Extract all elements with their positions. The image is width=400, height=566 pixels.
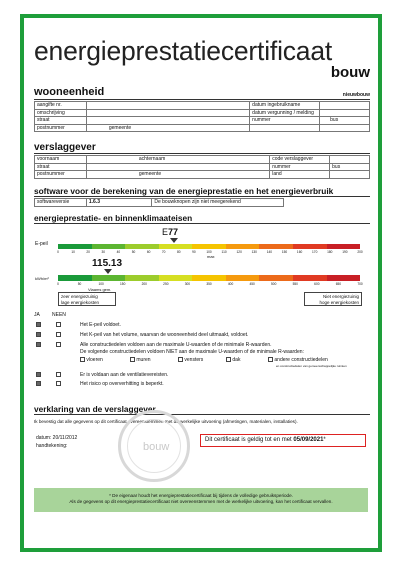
option-windows: vensters xyxy=(178,357,203,363)
ja-checkbox[interactable] xyxy=(36,381,41,386)
e-tick-label: 110 xyxy=(221,250,227,254)
ja-checkbox[interactable] xyxy=(36,332,41,337)
page-subtitle: bouw xyxy=(330,64,370,81)
e-tick-label: 120 xyxy=(236,250,242,254)
e-tick-label: 130 xyxy=(251,250,257,254)
neen-checkbox[interactable] xyxy=(56,332,61,337)
k-value: 115.13 xyxy=(92,258,123,269)
e-tick-label: 0 xyxy=(57,250,59,254)
neen-checkbox[interactable] xyxy=(56,381,61,386)
k-reference-label: Vlaams gem. xyxy=(88,287,112,292)
e-tick-label: 20 xyxy=(86,250,90,254)
option-floors: vloeren xyxy=(80,357,103,363)
k-tick-label: 500 xyxy=(271,282,277,286)
e-tick-label: 90 xyxy=(192,250,196,254)
software-heading: software voor de berekening van de energieprestatie en het energieverbruik xyxy=(34,186,334,196)
k-tick-label: 350 xyxy=(206,282,212,286)
e-tick-label: 160 xyxy=(296,250,303,254)
declaration-text: Ik bevestig dat alle gegevens op dit certificaat overeenstemmen met de werkelijke uitvoering (afmetingen, materialen, installaties). xyxy=(34,419,298,424)
table-row: postnummer gemeente land xyxy=(35,171,370,179)
option-other: andere constructiedelen xyxy=(268,357,328,363)
table-row: straat nummer bus xyxy=(35,117,370,125)
k-tick-label: 300 xyxy=(184,282,191,286)
table-row: softwareversie 1.6.3 De bouwknopen zijn niet meegerekend xyxy=(35,199,284,207)
k-scale xyxy=(58,275,360,281)
non-compliant-intro: De volgende constructiedelen voldoen NIET aan de maximale U-waarden of de minimale R-waarden: xyxy=(80,349,304,355)
k-tick-label: 650 xyxy=(335,282,342,286)
e-tick-label: 190 xyxy=(342,250,348,254)
k-tick-label: 100 xyxy=(98,282,104,286)
e-tick-label: 140 xyxy=(266,250,273,254)
walls-checkbox[interactable] xyxy=(130,357,135,362)
e-tick-label: 50 xyxy=(131,250,136,254)
k-tick-label: 0 xyxy=(57,282,59,286)
e-value-marker xyxy=(170,238,178,243)
performance-heading: energieprestatie- en binnenklimaateisen xyxy=(34,213,193,223)
declaration-date: datum: 20/11/2012 xyxy=(36,435,78,441)
e-scale xyxy=(58,244,360,249)
e-tick-label: 200 xyxy=(357,250,363,254)
k-tick-label: 250 xyxy=(163,282,169,286)
efficient-box: zeer energiezuinig lage energiekosten xyxy=(58,292,116,306)
dwelling-tag: nieuwbouw xyxy=(342,92,370,98)
e-tick-label: 80 xyxy=(177,250,181,254)
k-unit: kWh/m² xyxy=(35,276,49,281)
windows-checkbox[interactable] xyxy=(178,357,183,362)
table-row: straat nummer bus xyxy=(35,163,370,171)
k-tick-label: 450 xyxy=(249,282,255,286)
table-row: postnummer gemeente xyxy=(35,124,370,132)
ja-checkbox[interactable] xyxy=(36,372,41,377)
table-row: aangifte nr. datum ingebruikname xyxy=(35,102,370,110)
e-tick-label: 180 xyxy=(327,250,333,254)
e-tick-label: 100 xyxy=(206,250,212,254)
k-value-marker xyxy=(104,269,112,274)
ja-checkbox[interactable] xyxy=(36,322,41,327)
neen-checkbox[interactable] xyxy=(56,322,61,327)
ja-checkbox[interactable] xyxy=(36,342,41,347)
software-table xyxy=(34,198,284,207)
neen-checkbox[interactable] xyxy=(56,342,61,347)
e-max-label: max xyxy=(207,254,215,259)
option-walls: muren xyxy=(130,357,151,363)
k-tick-label: 550 xyxy=(292,282,298,286)
e-tick-label: 30 xyxy=(101,250,106,254)
e-value: E77 xyxy=(162,227,179,237)
e-tick-label: 10 xyxy=(71,250,75,254)
table-row: voornaam achternaam code verslaggever xyxy=(35,156,370,164)
reporter-table xyxy=(34,155,370,179)
page-title: energieprestatiecertificaat xyxy=(34,36,333,66)
e-tick-label: 170 xyxy=(312,250,318,254)
declaration-heading: verklaring van de verslaggever xyxy=(34,404,156,414)
e-label: E-peil xyxy=(35,241,48,247)
column-neen: NEEN xyxy=(52,312,66,318)
seal-logo: bouw xyxy=(118,410,190,482)
k-tick-label: 150 xyxy=(120,282,126,286)
e-tick-label: 150 xyxy=(281,250,288,254)
option-roof: dak xyxy=(226,357,240,363)
k-tick-label: 200 xyxy=(141,282,147,286)
e-tick-label: 70 xyxy=(161,250,166,254)
reporter-heading: verslaggever xyxy=(34,142,96,153)
validity-box: Dit certificaat is geldig tot en met 05/09/2021* xyxy=(200,434,366,447)
e-tick-label: 60 xyxy=(146,250,151,254)
k-tick-label: 50 xyxy=(77,282,82,286)
neen-checkbox[interactable] xyxy=(56,372,61,377)
inefficient-box: Niet energiezuinig hoge energiekosten xyxy=(304,292,362,306)
k-tick-label: 600 xyxy=(314,282,320,286)
roof-checkbox[interactable] xyxy=(226,357,231,362)
table-row: omschrijving datum vergunning / melding xyxy=(35,109,370,117)
other-checkbox[interactable] xyxy=(268,357,273,362)
dwelling-table xyxy=(34,101,370,132)
footer-note: * De eigenaar houdt het energieprestatiecertificaat bij tijdens de volledige gebruiksperiode. Als de gegevens op dit energieprestatiecertificaat niet overeenstemmen met de werkelijke uitvoering, kan het certificaat vervallen. xyxy=(34,488,368,512)
e-tick-label: 40 xyxy=(116,250,121,254)
floors-checkbox[interactable] xyxy=(80,357,85,362)
k-tick-label: 700 xyxy=(357,282,363,286)
column-ja: JA xyxy=(34,312,40,318)
k-tick-label: 400 xyxy=(227,282,234,286)
dwelling-heading: wooneenheid xyxy=(34,86,105,98)
signature-label: handtekening: xyxy=(36,443,68,449)
